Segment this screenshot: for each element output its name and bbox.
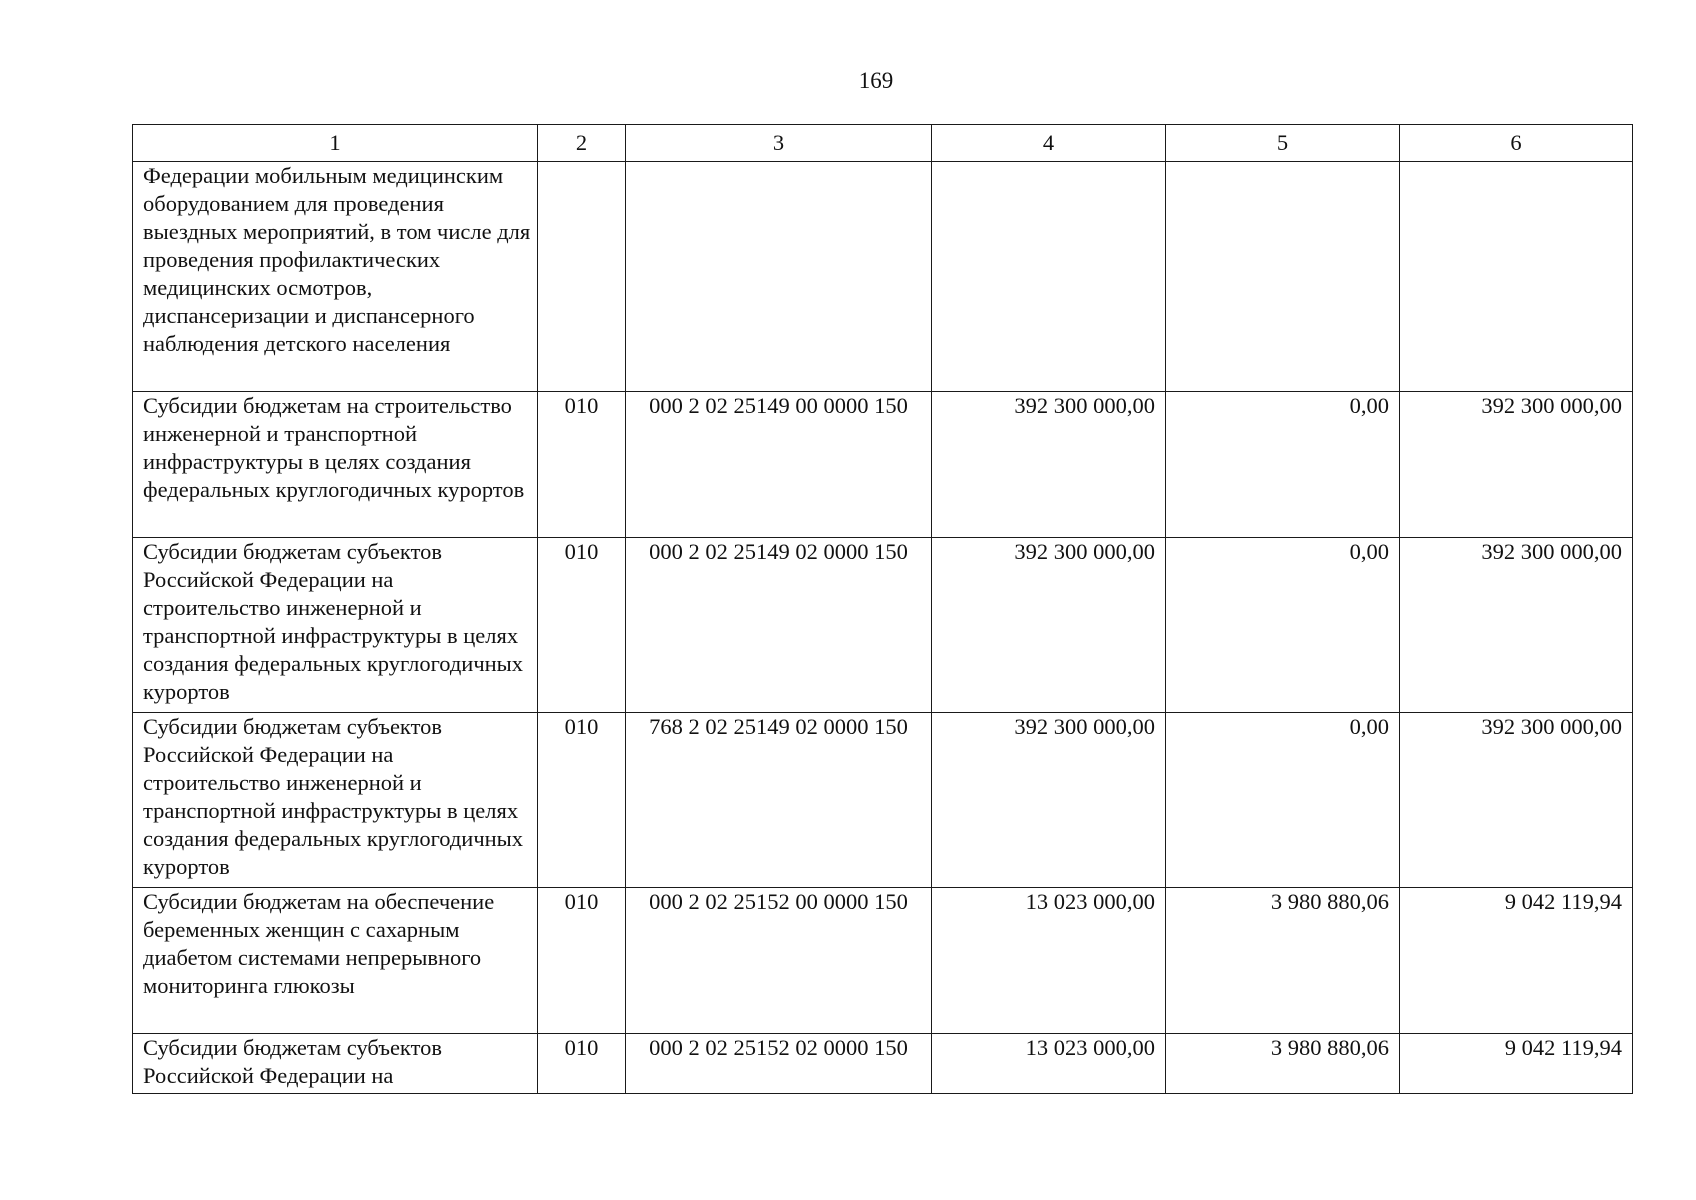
row-code: 010 xyxy=(538,888,626,1034)
table-row xyxy=(133,162,1633,392)
row-code: 010 xyxy=(538,538,626,713)
row-kbk: 768 2 02 25149 02 0000 150 xyxy=(626,713,932,888)
row-name: Субсидии бюджетам субъектов Российской Федерации на строительство инженерной и транспортной инфраструктуры в целях создания федеральных круглогодичных курортов xyxy=(133,538,538,713)
column-header-3: 3 xyxy=(626,125,932,162)
column-header-6: 6 xyxy=(1400,125,1633,162)
row-executed: 0,00 xyxy=(1166,538,1400,713)
row-approved: 13 023 000,00 xyxy=(932,888,1166,1034)
row-remaining: 392 300 000,00 xyxy=(1400,713,1633,888)
row-executed: 0,00 xyxy=(1166,713,1400,888)
column-header-5: 5 xyxy=(1166,125,1400,162)
table-row xyxy=(133,1034,1633,1094)
row-kbk: 000 2 02 25149 00 0000 150 xyxy=(626,392,932,538)
row-code: 010 xyxy=(538,1034,626,1094)
column-header-1: 1 xyxy=(133,125,538,162)
row-remaining: 392 300 000,00 xyxy=(1400,392,1633,538)
column-header-2: 2 xyxy=(538,125,626,162)
row-name: Субсидии бюджетам субъектов Российской Федерации на xyxy=(133,1034,538,1094)
row-name: Субсидии бюджетам на строительство инженерной и транспортной инфраструктуры в целях создания федеральных круглогодичных курортов xyxy=(133,392,538,538)
row-remaining: 9 042 119,94 xyxy=(1400,888,1633,1034)
row-executed xyxy=(1166,162,1400,392)
row-approved xyxy=(932,162,1166,392)
row-code xyxy=(538,162,626,392)
table-row xyxy=(133,888,1633,1034)
table-row xyxy=(133,713,1633,888)
page-number: 169 xyxy=(858,68,894,93)
row-approved: 392 300 000,00 xyxy=(932,392,1166,538)
row-executed: 3 980 880,06 xyxy=(1166,1034,1400,1094)
row-executed: 3 980 880,06 xyxy=(1166,888,1400,1034)
row-kbk: 000 2 02 25152 02 0000 150 xyxy=(626,1034,932,1094)
column-header-4: 4 xyxy=(932,125,1166,162)
row-code: 010 xyxy=(538,392,626,538)
row-name: Субсидии бюджетам на обеспечение беременных женщин с сахарным диабетом системами непрерывного мониторинга глюкозы xyxy=(133,888,538,1034)
row-kbk: 000 2 02 25149 02 0000 150 xyxy=(626,538,932,713)
budget-table xyxy=(132,124,1633,1094)
row-code: 010 xyxy=(538,713,626,888)
row-kbk: 000 2 02 25152 00 0000 150 xyxy=(626,888,932,1034)
row-executed: 0,00 xyxy=(1166,392,1400,538)
row-approved: 392 300 000,00 xyxy=(932,538,1166,713)
row-remaining: 392 300 000,00 xyxy=(1400,538,1633,713)
row-name: Субсидии бюджетам субъектов Российской Федерации на строительство инженерной и транспортной инфраструктуры в целях создания федеральных круглогодичных курортов xyxy=(133,713,538,888)
row-approved: 392 300 000,00 xyxy=(932,713,1166,888)
row-kbk xyxy=(626,162,932,392)
row-name: Федерации мобильным медицинским оборудованием для проведения выездных мероприятий, в том числе для проведения профилактических медицинских осмотров, диспансеризации и диспансерного наблюдения детского населения xyxy=(133,162,538,392)
row-remaining xyxy=(1400,162,1633,392)
table-row xyxy=(133,392,1633,538)
table-row xyxy=(133,538,1633,713)
column-number-row xyxy=(133,125,1633,162)
row-approved: 13 023 000,00 xyxy=(932,1034,1166,1094)
row-remaining: 9 042 119,94 xyxy=(1400,1034,1633,1094)
